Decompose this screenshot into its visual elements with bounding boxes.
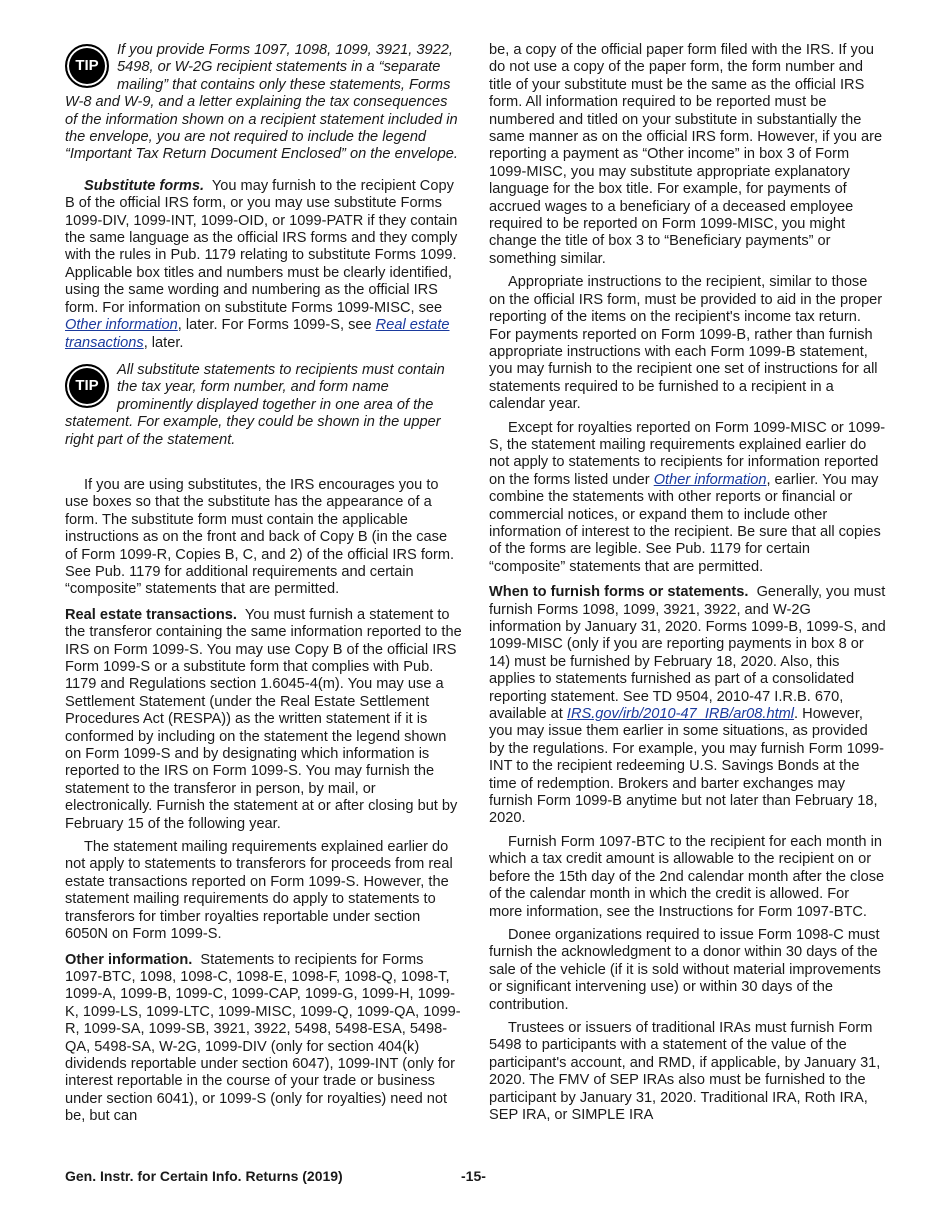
- tip-box-substitute-statements: [65, 362, 462, 449]
- real-estate-paragraph: Real estate transactions. You must furnish a statement to the transferor containing the same information reported to the IRS on Form 1099-S. You may use Copy B of the official IRS Form 1099-S or a substitute form that complies with Pub. 1179 and Regulations section 1.6045-4(m). You may use a Settlement Statement (under the Real Estate Settlement Procedures Act (RESPA)) as the written statement if it is conformed by including on the statement the legend shown on Form 1099-S and by designating which information is reported to the IRS on Form 1099-S. You may furnish the statement to the transferor in person, by mail, or electronically. Furnish the statement at or after closing but by February 15 of the following year.: [65, 606, 462, 832]
- trustees-paragraph: Trustees or issuers of traditional IRAs must furnish Form 5498 to participants with a statement of the value of the participant's account, and RMD, if applicable, by January 31, 2020. The FMV of SEP IRAs also must be furnished to the participant by January 31, 2020. Traditional IRA, Roth IRA, SEP IRA, or SIMPLE IRA: [489, 1019, 881, 1123]
- page-footer: [65, 1168, 886, 1188]
- tip-text: If you provide Forms 1097, 1098, 1099, 3921, 3922, 5498, or W-2G recipient statements in a “separate mailing” that contains only these statements, Forms W-8 and W-9, and a letter explaining the tax consequences of the information shown on a recipient statement included in the envelope, you are not required to include the legend “Important Tax Return Document Enclosed” on the envelope.: [65, 42, 458, 163]
- when-to-furnish-paragraph: When to furnish forms or statements. Generally, you must furnish Forms 1098, 1099, 3921, 3922, and W-2G information by January 31, 2020. Forms 1099-B, 1099-S, and 1099-MISC (only if you are reporting payments in box 8 or 14) must be furnished by February 18, 2020. Also, this applies to statements furnished as part of a consolidated reporting statement. See TD 9504, 2010-47 I.R.B. 670, available at IRS.gov/irb/2010-47_IRB/ar08.html. However, you may issue them earlier in some situations, as provided by the regulations. For example, you may furnish Form 1099-INT to the recipient redeeming U.S. Savings Bonds at the time of redemption. Brokers and barter exchanges may furnish Form 1099-B anytime but not later than February 18, 2020.: [489, 584, 886, 827]
- substitute-forms-paragraph: Substitute forms. You may furnish to the recipient Copy B of the official IRS form, or you may use substitute Forms 1099-DIV, 1099-INT, 1099-OID, or 1099-PATR if they contain the same language as the official IRS forms and they comply with the rules in Pub. 1179 relating to substitute Forms 1099. Applicable box titles and numbers must be clearly identified, using the same wording and numbering as the official IRS form. For information on substitute Forms 1099-MISC, see Other information, later. For Forms 1099-S, see Real estate transactions, later.: [65, 177, 458, 351]
- mailing-requirements-paragraph: The statement mailing requirements explained earlier do not apply to statements to transferors for proceeds from real estate transactions reported on Form 1099-S. However, the statement mailing requirements do apply to statements to transferors for timber royalties reportable under section 6050N on Form 1099-S.: [65, 839, 453, 943]
- left-column: [65, 42, 462, 1132]
- except-royalties-paragraph: Except for royalties reported on Form 1099-MISC or 1099-S, the statement mailing requirements explained earlier do not apply to statements to recipients for information reported on the forms listed under Other information, earlier. You may combine the statements with other reports or financial or commercial notices, or expand them to include other information of interest to the recipient. Be sure that all copies of the forms are legible. See Pub. 1179 for certain “composite” statements that are permitted.: [489, 419, 886, 575]
- tip-text: All substitute statements to recipients must contain the tax year, form number, and form name prominently displayed together in one area of the statement. For example, they could be shown in the upper right part of the statement.: [65, 361, 445, 448]
- real-estate-heading: Real estate transactions.: [65, 606, 237, 623]
- footer-document-title: Gen. Instr. for Certain Info. Returns (2019): [65, 1168, 343, 1184]
- donee-organizations-paragraph: Donee organizations required to issue Form 1098-C must furnish the acknowledgment to a donor within 30 days of the sale of the vehicle (if it is sold without material improvements or significant intervening use) or within 30 days of the contribution.: [489, 926, 881, 1013]
- other-information-link[interactable]: Other information: [65, 317, 178, 334]
- tip-box-separate-mailing: [65, 42, 462, 164]
- when-to-furnish-heading: When to furnish forms or statements.: [489, 584, 749, 601]
- other-information-paragraph: Other information. Statements to recipients for Forms 1097-BTC, 1098, 1098-C, 1098-E, 1098-F, 1098-Q, 1098-T, 1099-A, 1099-B, 1099-C, 1099-CAP, 1099-G, 1099-H, 1099-K, 1099-LS, 1099-LTC, 1099-MISC, 1099-Q, 1099-QA, 1099-R, 1099-SA, 1099-SB, 3921, 3922, 5498, 5498-ESA, 5498-QA, 5498-SA, W-2G, 1099-DIV (only for section 404(k) dividends reportable under section 6047), 1099-INT (only for interest reportable in the course of your trade or business under section 6041), or 1099-S (only for royalties) need not be, but can: [65, 951, 461, 1125]
- other-information-heading: Other information.: [65, 951, 193, 968]
- substitutes-paragraph: If you are using substitutes, the IRS encourages you to use boxes so that the substitute has the appearance of a form. The substitute form must contain the applicable instructions as on the front and back of Copy B (in the case of Form 1099-R, Copies B, C, and 2) of the official IRS form. See Pub. 1179 for additional requirements and certain “composite” statements that are permitted.: [65, 476, 455, 598]
- appropriate-instructions-paragraph: Appropriate instructions to the recipient, similar to those on the official IRS form, must be provided to aid in the proper reporting of the items on the recipient's income tax return. For payments reported on Form 1099-B, rather than furnish appropriate instructions with each Form 1099-B statement, you may furnish to the recipient one set of instructions for all statements required to be furnished to a recipient in a calendar year.: [489, 274, 883, 413]
- irb-link[interactable]: IRS.gov/irb/2010-47_IRB/ar08.html: [566, 706, 795, 723]
- tip-icon: TIP: [65, 364, 109, 408]
- other-information-link[interactable]: Other information: [653, 471, 767, 488]
- page-number: -15-: [461, 1168, 486, 1184]
- form-1097-btc-paragraph: Furnish Form 1097-BTC to the recipient for each month in which a tax credit amount is allowable to the recipient on or before the 15th day of the 2nd calendar month after the close of the calendar month in which the credit is allowed. For more information, see the Instructions for Form 1097-BTC.: [489, 833, 885, 920]
- continued-paragraph: be, a copy of the official paper form filed with the IRS. If you do not use a copy of the paper form, the form number and title of your substitute must be the same as the official IRS form. All information required to be reported must be numbered and titled on your substitute in substantially the same manner as on the official IRS form. However, if you are reporting a payment as “Other income” in box 3 of Form 1099-MISC, you may substitute appropriate explanatory language for the box title. For example, for payments of accrued wages to a beneficiary of a deceased employee required to be reported on Form 1099-MISC, you might change the title of box 3 to “Beneficiary payments” or something similar.: [489, 42, 883, 267]
- right-column: [489, 42, 886, 1130]
- tip-icon: TIP: [65, 44, 109, 88]
- substitute-forms-heading: Substitute forms.: [84, 177, 204, 194]
- real-estate-transactions-link[interactable]: Real estate transactions: [65, 317, 450, 351]
